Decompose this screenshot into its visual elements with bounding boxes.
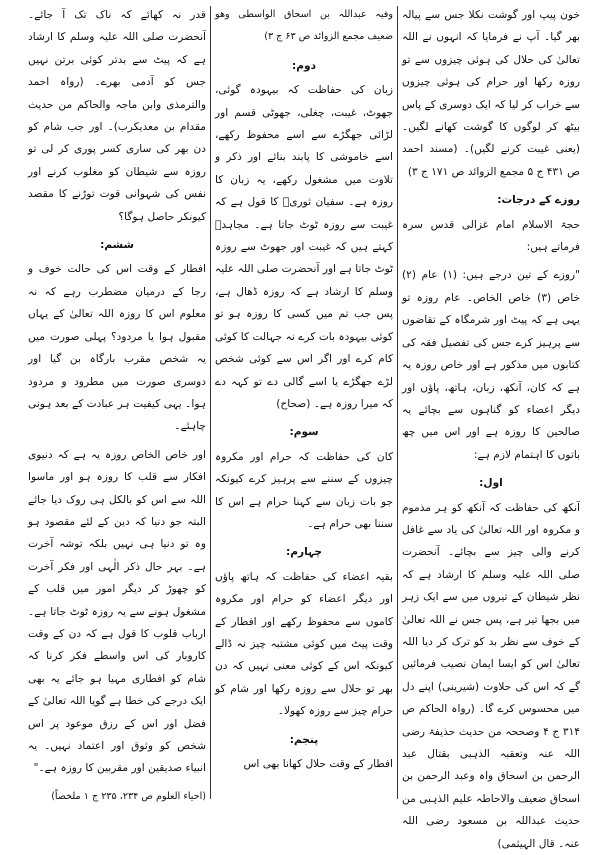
paragraph: اور خاص الخاص روزہ یہ ہے کہ دنیوی افکار سے قلب کا روزہ ہو اور ماسوا اللہ سے اس کو بالکل ہی روک دیا جائے البتہ جو دنیا کہ دین کے لئے مقصود ہو وہ تو دنیا ہی نہیں بلکہ توشہ آخرت ہے۔ بہر حال ذکر الٰہی اور فکر آخرت کو چھوڑ کر دیگر امور میں قلب کے مشغول ہونے سے یہ روزہ ٹوٹ جاتا ہے۔ ارباب قلوب کا قول ہے کہ دن کے وقت کاروبار کی اس واسطے فکر کرنا کہ شام کو افطاری مہیا ہو جائے یہ بھی ایک درجے کی خطا ہے گویا اللہ تعالیٰ کے فضل اور اس کے رزق موعود پر اس شخص کو وثوق اور اعتماد نہیں۔ یہ انبیاء صدیقین اور مقربین کا روزہ ہے۔": [28, 448, 206, 775]
reference-text: (احیاء العلوم ص ۲۳۴، ۲۳۵ ج ۱ ملخصاً): [51, 790, 206, 802]
section-heading: پنجم:: [289, 733, 319, 746]
section-heading: سوم:: [289, 426, 319, 439]
paragraph: قدر نہ کھائے کہ ناک تک آ جائے۔ آنحضرت صلی اللہ علیہ وسلم کا ارشاد ہے کہ پیٹ سے بدتر کوئی برتن نہیں جس کو آدمی بھرے۔ (رواہ احمد والترمذی وابن ماجہ والحاکم من حدیث مقدام بن معدیکرب)۔ اور جب شام کو دن بھر کی ساری کسر پوری کر لی تو روزہ سے شیطان کو مغلوب کرنے اور نفس کی شہوانی قوت توڑنے کا مقصد کیونکر حاصل ہوگا؟: [28, 9, 206, 223]
right-column: [398, 4, 584, 850]
paragraph: بقیہ اعضاء کی حفاظت کہ ہاتھ پاؤں اور دیگر اعضاء کو حرام اور مکروہ کاموں سے محفوظ رکھے اور افطار کے وقت پیٹ میں کوئی مشتبہ چیز نہ ڈالے کیونکہ اس کے کوئی معنی نہیں کہ دن بھر تو حلال سے روزہ رکھا اور شام کو حرام چیز سے روزہ کھولا۔: [215, 570, 393, 718]
section-heading: ششم:: [100, 239, 134, 252]
paragraph: آنکھ کی حفاظت کہ آنکھ کو ہر مذموم و مکروہ اور اللہ تعالیٰ کی یاد سے غافل کرنے والی چیز سے بچائے۔ آنحضرت صلی اللہ علیہ وسلم کا ارشاد ہے کہ نظر شیطان کے تیروں میں سے ایک زہر میں بجھا تیر ہے، پس جس نے اللہ تعالیٰ کے خوف سے نظر بد کو ترک کر دیا اللہ تعالیٰ اس کو ایسا ایمان نصیب فرمائیں گے کہ اس کی حلاوت (شیرینی) اپنے دل میں محسوس کرے گا۔ (رواہ الحاکم ص ۳۱۴ ج ۴ وصححہ من حدیث حذیفۃ رضی اللہ عنہ وتعقبہ الذہبی بقتال عبد الرحمن بن اسحاق واہ وعبد الرحمن بن اسحاق ضعیف والاحاطہ علیم الذہبی من حدیث عبداللہ بن مسعود رضی اللہ عنہ۔ قال الہیثمی): [402, 501, 580, 850]
paragraph: خون پیپ اور گوشت نکلا جس سے پیالہ بھر گیا۔ آپ نے فرمایا کہ انہوں نے اللہ تعالیٰ کی حلال کی ہوئی چیزوں سے تو روزہ رکھا اور حرام کی ہوئی چیزوں سے خراب کر لیا کہ ایک دوسری کے پاس بیٹھ کر لوگوں کا گوشت کھانے لگیں۔ (یعنی غیبت کرنے لگیں)۔ (مسند احمد ص ۴۳۱ ج ۵ مجمع الزوائد ص ۱۷۱ ج ۳): [402, 9, 580, 178]
paragraph: کان کی حفاظت کہ حرام اور مکروہ چیزوں کے سننے سے پرہیز کرے کیونکہ جو بات زبان سے کہنا حرام ہے اس کا سننا بھی حرام ہے۔: [215, 450, 393, 530]
paragraph: افطار کے وقت اس کی حالت خوف و رجا کے درمیان مضطرب رہے کہ نہ معلوم اس کا روزہ اللہ تعالیٰ کے یہاں مقبول ہوا یا مردود؟ پہلی صورت میں یہ شخص مقرب بارگاہ بن گیا اور دوسری صورت میں مطرود و مردود ہوا۔ یہی کیفیت ہر عبادت کے بعد ہونی چاہئے۔: [28, 263, 206, 433]
section-heading: اول:: [479, 477, 503, 490]
middle-column: [211, 4, 397, 801]
document-page: [6, 4, 584, 850]
paragraph: افطار کے وقت حلال کھانا بھی اس: [243, 758, 393, 770]
left-column: [24, 4, 210, 801]
quote-paragraph: "روزے کے تین درجے ہیں: (۱) عام (۲) خاص (۳) خاص الخاص۔ عام روزہ تو یہی ہے کہ پیٹ اور شرمگاہ کے تقاضوں سے پرہیز کرے جس کی تفصیل فقہ کی کتابوں میں مذکور ہے اور خاص روزہ یہ ہے کہ کان، آنکھ، زبان، ہاتھ، پاؤں اور دیگر اعضاء کو گناہوں سے بچائے یہ صالحین کا روزہ ہے اور اس میں چھ باتوں کا اہتمام لازم ہے:: [402, 269, 581, 461]
paragraph: زبان کی حفاظت کہ بیہودہ گوئی، جھوٹ، غیبت، چغلی، جھوٹی قسم اور لڑائی جھگڑے سے اسے محفوظ رکھے، اسے خاموشی کا پابند بنائے اور ذکر و تلاوت میں مشغول رکھے، یہ زبان کا روزہ ہے۔ سفیان ثوریؒ کا قول ہے کہ غیبت سے روزہ ٹوٹ جاتا ہے۔ مجاہدؒ کہتے ہیں کہ غیبت اور جھوٹ سے روزہ ٹوٹ جاتا ہے اور آنحضرت صلی اللہ علیہ وسلم کا ارشاد ہے کہ روزہ ڈھال ہے، پس جب تم میں کسی کا روزہ ہو تو کوئی بیہودہ بات کرے نہ جہالت کا کوئی کام کرے اور اگر اس سے کوئی شخص لڑے جھگڑے یا اسے گالی دے تو کہہ دے کہ میرا روزہ ہے۔ (صحاح): [215, 84, 393, 410]
reference-text: وفیہ عبداللہ بن اسحاق الواسطی وھو ضعیف مجمع الزوائد ص ۶۳ ج ۳): [215, 9, 393, 43]
section-heading: چہارم:: [286, 546, 322, 559]
paragraph: حجۃ الاسلام امام غزالی قدس سرہ فرماتے ہیں:: [402, 218, 580, 254]
section-heading: دوم:: [291, 59, 317, 72]
section-heading: روزے کے درجات:: [497, 194, 580, 207]
